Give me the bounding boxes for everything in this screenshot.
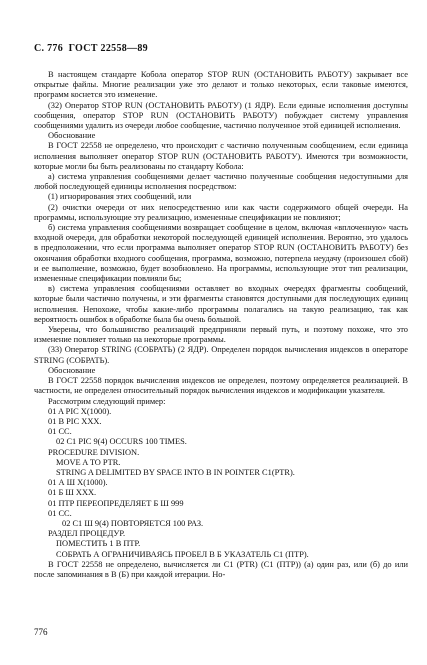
paragraph: Уверены, что большинство реализаций предприняли первый путь, и поэтому похоже, что это изменение повлияет только на некоторые программы. (34, 325, 408, 345)
paragraph: (1) игнорирования этих сообщений, или (48, 192, 192, 202)
code-line: 01 СС. (48, 508, 72, 518)
code-line: 01 ПТР ПЕРЕОПРЕДЕЛЯЕТ Б Ш 999 (48, 498, 184, 508)
code-line: ПОМЕСТИТЬ 1 В ПТР. (56, 539, 141, 549)
paragraph: (2) очистки очереди от них непосредственно или как части содержимого общей очереди. На программы, использующие эту реализацию, измененные спецификации не повлияют; (34, 202, 408, 222)
code-line: 01 А Ш Х(1000). (48, 478, 108, 488)
paragraph: В ГОСТ 22558 не определено, что происходит с частично полученным сообщением, если единица исполнения выполняет оператор STOP RUN (ОСТАНОВИТЬ РАБОТУ). Имеются три возможности, которые могли бы быть реализованы по стандарту Кобола: (34, 141, 408, 171)
paragraph: В ГОСТ 22558 порядок вычисления индексов не определен, поэтому определяется реализацией. В частности, не определен относительный порядок вычисления индексов и модификации указателя. (34, 376, 408, 396)
code-line: 01 Б Ш ХХХ. (48, 488, 97, 498)
page-number: 776 (34, 627, 48, 637)
paragraph: (33) Оператор STRING (СОБРАТЬ) (2 ЯДР). Определен порядок вычисления индексов в операторе STRING (СОБРАТЬ). (34, 345, 408, 365)
code-example (34, 407, 408, 560)
code-line: 02 С1 Ш 9(4) ПОВТОРЯЕТСЯ 100 РАЗ. (62, 518, 204, 528)
code-line: СОБРАТЬ А ОГРАНИЧИВАЯСЬ ПРОБЕЛ В Б УКАЗАТЕЛЬ С1 (ПТР). (56, 549, 309, 559)
page-body (34, 70, 408, 580)
paragraph: Обоснование (48, 131, 96, 141)
paragraph: а) система управления сообщениями делает частично полученные сообщения недоступными для любой последующей единицы исполнения посредством: (34, 172, 408, 192)
paragraph: (32) Оператор STOP RUN (ОСТАНОВИТЬ РАБОТУ) (1 ЯДР). Если единые исполнения доступны сообщения, оператор STOP RUN (ОСТАНОВИТЬ РАБОТУ) побуждает систему управления сообщениями удалить из очереди любое сообщение, частично полученное этой единицей исполнения. (34, 100, 408, 131)
paragraph: в) система управления сообщениями оставляет во входных очередях фрагменты сообщений, которые были частично получены, и эти фрагменты становятся доступными для последующих единиц исполнения. Непохоже, чтобы какие-либо программы полагались на такую реализацию, так как вероятность ошибок в обработке была бы очень большой. (34, 284, 408, 324)
paragraph: В настоящем стандарте Кобола оператор STOP RUN (ОСТАНОВИТЬ РАБОТУ) закрывает все открытые файлы. Многие реализации уже это делают и только некоторых, если таковые имеются, программ коснется это изменение. (34, 70, 408, 100)
code-line: 01 CC. (48, 427, 72, 437)
code-line: MOVE A TO PTR. (56, 457, 121, 467)
body-text (34, 70, 408, 407)
code-line: РАЗДЕЛ ПРОЦЕДУР. (48, 529, 126, 539)
running-header (34, 44, 148, 54)
closing-paragraph: В ГОСТ 22558 не определено, вычисляется ли С1 (PTR) (С1 (ПТР)) (а) один раз, или (б) до или после запоминания в В (Б) при каждой итерации. Но- (34, 559, 408, 579)
code-line: 02 C1 PIC 9(4) OCCURS 100 TIMES. (56, 437, 187, 447)
paragraph: Обоснование (48, 365, 96, 375)
page-label: С. 776 (34, 43, 64, 54)
code-line: 01 B PIC XXX. (48, 416, 102, 426)
standard-number: ГОСТ 22558—89 (68, 43, 148, 54)
code-line: STRING A DELIMITED BY SPACE INTO B IN POINTER C1(PTR). (56, 467, 295, 477)
code-line: 01 A PIC X(1000). (48, 406, 112, 416)
paragraph: Рассмотрим следующий пример: (48, 396, 166, 406)
paragraph: б) система управления сообщениями возвращает сообщение в целом, включая «вплоченную» часть входной очереди, для обработки некоторой последующей единицей исполнения. Вероятно, это удалось в предположении, что если программа выполняет оператор STOP RUN (ОСТАНОВИТЬ РАБОТУ) без окончания обработки входного сообщения, программа, возможно, потерпела неудачу (произошел сбой) и ее выполнение, возможно, будет возобновлено. На программы, использующие этот тип реализации, измененные спецификации повлияли бы; (34, 223, 408, 284)
code-line: PROCEDURE DIVISION. (48, 447, 140, 457)
